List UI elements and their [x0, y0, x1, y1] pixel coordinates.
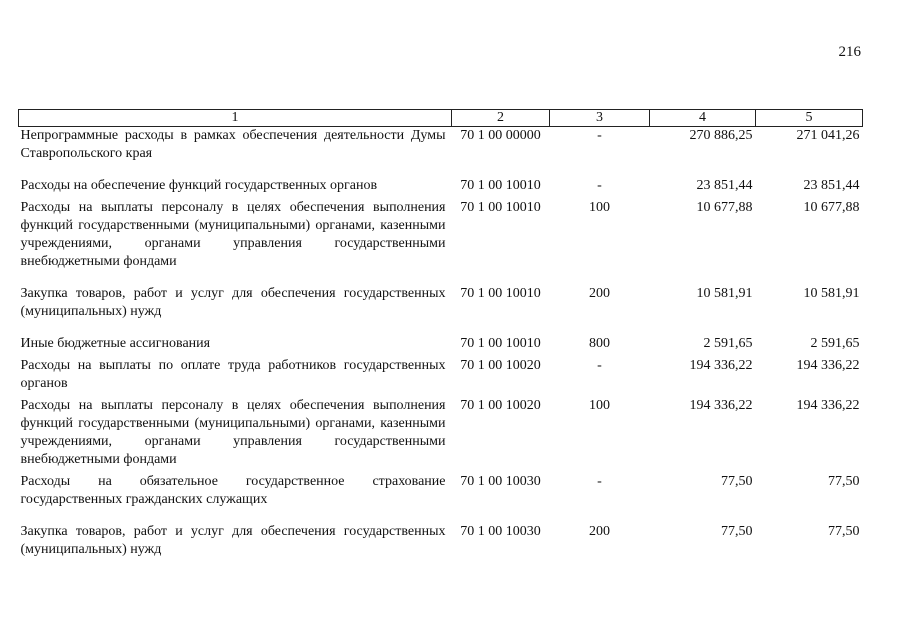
- row-expense-type: -: [597, 128, 602, 143]
- table-row: [19, 177, 863, 199]
- row-sum-1: 10 677,88: [696, 200, 753, 215]
- table-row: [19, 397, 863, 473]
- row-expense-type: 200: [589, 524, 610, 539]
- table-row: [19, 335, 863, 357]
- column-header-5: 5: [756, 110, 863, 127]
- row-expense-type: 100: [589, 398, 610, 413]
- row-code: 70 1 00 10010: [460, 178, 541, 193]
- column-header-1: 1: [19, 110, 452, 127]
- row-sum-1: 77,50: [721, 474, 753, 489]
- row-name: Расходы на выплаты по оплате труда работников государственных органов: [20, 358, 446, 391]
- row-sum-2: 77,50: [828, 524, 860, 539]
- row-sum-2: 2 591,65: [810, 336, 860, 351]
- row-code: 70 1 00 10030: [460, 474, 541, 489]
- table-row: [19, 199, 863, 285]
- row-sum-2: 194 336,22: [796, 358, 860, 373]
- table-row: [19, 285, 863, 335]
- row-sum-1: 10 581,91: [696, 286, 753, 301]
- row-name: Непрограммные расходы в рамках обеспечения деятельности Думы Ставропольского края: [20, 128, 446, 161]
- row-name: Закупка товаров, работ и услуг для обеспечения государственных (муниципальных) нужд: [20, 524, 446, 557]
- table-row: [19, 473, 863, 523]
- row-sum-2: 23 851,44: [803, 178, 860, 193]
- row-code: 70 1 00 10030: [460, 524, 541, 539]
- row-code: 70 1 00 10020: [460, 398, 541, 413]
- row-code: 70 1 00 10010: [460, 286, 541, 301]
- row-expense-type: -: [597, 474, 602, 489]
- table-row: [19, 357, 863, 397]
- row-name: Закупка товаров, работ и услуг для обеспечения государственных (муниципальных) нужд: [20, 286, 446, 319]
- table-row: [19, 523, 863, 559]
- column-header-3: 3: [550, 110, 650, 127]
- column-header-4: 4: [650, 110, 756, 127]
- table-row: [19, 127, 863, 178]
- row-sum-1: 2 591,65: [703, 336, 753, 351]
- table-header: [19, 110, 863, 127]
- budget-table: [18, 109, 863, 559]
- header-row: [19, 110, 863, 127]
- row-sum-2: 77,50: [828, 474, 860, 489]
- row-name: Расходы на обязательное государственное страхование государственных гражданских служащих: [20, 474, 446, 507]
- table-body: [19, 127, 863, 560]
- row-expense-type: 200: [589, 286, 610, 301]
- row-expense-type: 800: [589, 336, 610, 351]
- row-code: 70 1 00 10010: [460, 200, 541, 215]
- row-expense-type: -: [597, 358, 602, 373]
- page-number: 216: [838, 44, 861, 60]
- column-header-2: 2: [452, 110, 550, 127]
- row-code: 70 1 00 10020: [460, 358, 541, 373]
- row-name: Расходы на выплаты персоналу в целях обеспечения выполнения функций государственными (муниципальными) органами, казенными учреждениями, органами управления государственными внебюджетными фондами: [20, 398, 446, 467]
- row-sum-1: 194 336,22: [689, 358, 753, 373]
- row-code: 70 1 00 10010: [460, 336, 541, 351]
- row-sum-1: 77,50: [721, 524, 753, 539]
- row-name: Расходы на выплаты персоналу в целях обеспечения выполнения функций государственными (муниципальными) органами, казенными учреждениями, органами управления государственными внебюджетными фондами: [20, 200, 446, 269]
- row-expense-type: -: [597, 178, 602, 193]
- row-code: 70 1 00 00000: [460, 128, 541, 143]
- row-expense-type: 100: [589, 200, 610, 215]
- row-name: Иные бюджетные ассигнования: [20, 336, 211, 351]
- row-sum-2: 271 041,26: [796, 128, 860, 143]
- row-name: Расходы на обеспечение функций государственных органов: [20, 178, 378, 193]
- row-sum-2: 10 677,88: [803, 200, 860, 215]
- row-sum-2: 10 581,91: [803, 286, 860, 301]
- row-sum-2: 194 336,22: [796, 398, 860, 413]
- row-sum-1: 194 336,22: [689, 398, 753, 413]
- row-sum-1: 23 851,44: [696, 178, 753, 193]
- row-sum-1: 270 886,25: [689, 128, 753, 143]
